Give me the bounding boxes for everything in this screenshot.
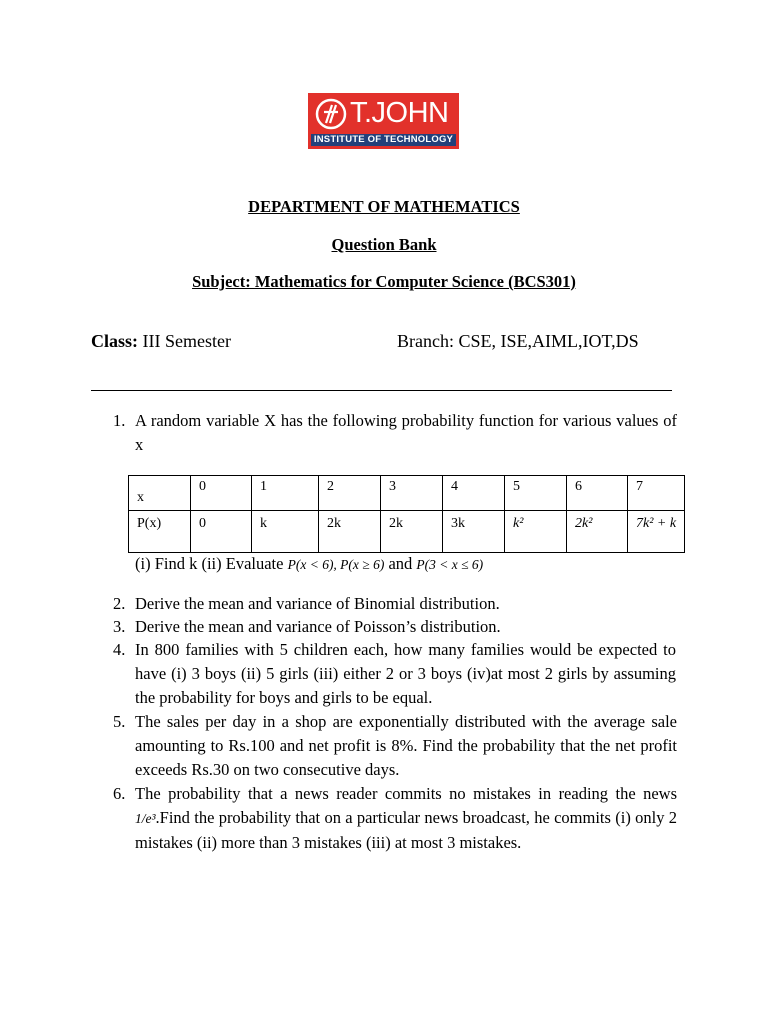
institute-logo: [308, 93, 459, 149]
branch-info: Branch: CSE, ISE,AIML,IOT,DS: [397, 331, 639, 351]
table-cell: 6: [567, 476, 628, 511]
question-6-number: 6.: [113, 784, 126, 803]
table-cell: 2: [319, 476, 381, 511]
table-cell: 7: [628, 476, 685, 511]
question-4-number: 4.: [113, 640, 126, 659]
table-cell: 2k: [319, 511, 381, 553]
table-cell: 3: [381, 476, 443, 511]
subject-heading: Subject: Mathematics for Computer Science (BCS301): [192, 272, 576, 291]
table-cell: 7k² + k: [628, 511, 685, 553]
table-cell: k²: [505, 511, 567, 553]
table-cell: 5: [505, 476, 567, 511]
question-2-number: 2.: [113, 594, 126, 613]
table-cell: 0: [191, 476, 252, 511]
question-1-text: A random variable X has the following probability function for various values of x: [135, 411, 677, 454]
question-1-expression-2: P(3 < x ≤ 6): [416, 557, 484, 572]
table-cell: 1: [252, 476, 319, 511]
question-6-text-a: The probability that a news reader commits no mistakes in reading the news: [135, 784, 677, 803]
question-1-find-text: (i) Find k (ii) Evaluate: [135, 554, 288, 573]
question-5-text: The sales per day in a shop are exponentially distributed with the average sale amounting to Rs.100 and net profit is 8%. Find the probability that the net profit exceeds Rs.30 on two consecutive days.: [135, 712, 677, 779]
class-value: III Semester: [138, 331, 231, 351]
question-4-text: In 800 families with 5 children each, how many families would be expected to have (i) 3 boys (ii) 5 girls (iii) either 2 or 3 boys (iv)at most 2 girls by assuming the probability for boys and girls to be equal.: [135, 640, 676, 707]
probability-table: [128, 475, 685, 553]
question-6-text: [135, 782, 677, 855]
table-cell: 2k²: [567, 511, 628, 553]
document-type-heading: Question Bank: [331, 235, 437, 254]
table-cell: 4: [443, 476, 505, 511]
question-5-number: 5.: [113, 712, 126, 731]
question-1-subparts: [135, 554, 483, 574]
logo-tagline: INSTITUTE OF TECHNOLOGY: [311, 134, 456, 146]
question-1-number: 1.: [113, 411, 126, 430]
table-cell: P(x): [129, 511, 191, 553]
class-info: [91, 331, 231, 352]
logo-name: T.JOHN: [350, 97, 449, 129]
question-3-number: 3.: [113, 617, 126, 636]
table-cell: 2k: [381, 511, 443, 553]
question-6-text-b: .Find the probability that on a particular news broadcast, he commits (i) only 2 mistakes (ii) more than 3 mistakes (iii) at most 3 mistakes.: [135, 808, 677, 852]
table-row: [129, 511, 685, 553]
class-label: Class:: [91, 331, 139, 351]
question-1-and: and: [384, 554, 417, 573]
table-row: [129, 476, 685, 511]
question-6-expression: 1/e³: [135, 811, 156, 826]
table-cell: 3k: [443, 511, 505, 553]
table-cell: k: [252, 511, 319, 553]
separator-line: [91, 390, 672, 391]
question-2-text: Derive the mean and variance of Binomial distribution.: [135, 594, 500, 613]
question-3-text: Derive the mean and variance of Poisson’s distribution.: [135, 617, 501, 636]
table-cell: x: [129, 476, 191, 511]
question-1-expression: P(x < 6), P(x ≥ 6): [287, 557, 385, 572]
logo-emblem-icon: [315, 98, 347, 130]
department-heading: DEPARTMENT OF MATHEMATICS: [248, 197, 520, 216]
table-cell: 0: [191, 511, 252, 553]
